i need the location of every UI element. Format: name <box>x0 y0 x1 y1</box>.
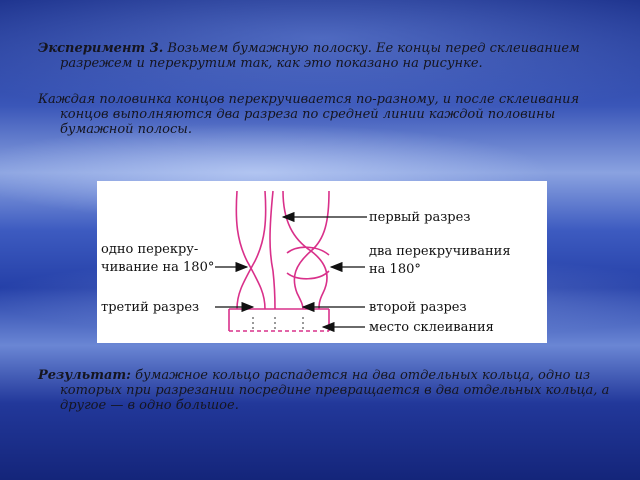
result-paragraph <box>38 368 630 413</box>
description-paragraph: Каждая половинка концов перекручивается по-разному, и после склеивания концов выполняются два разреза по средней линии каждой половины бумажной полосы. <box>38 92 580 137</box>
label-second-cut: второй разрез <box>369 300 467 315</box>
cut-guides <box>253 317 303 331</box>
label-two-twists-2: на 180° <box>369 262 421 277</box>
label-third-cut: третий разрез <box>101 300 200 315</box>
result-label: Результат: <box>38 368 131 383</box>
experiment-label: Эксперимент 3. <box>38 41 164 56</box>
result-text: бумажное кольцо распадется на два отдельных кольца, одно из которых при разрезании посредине превращается в два отдельных кольца, а другое — в одно большое. <box>60 368 610 413</box>
label-one-twist-1: одно перекру- <box>101 242 199 257</box>
experiment-paragraph <box>38 41 630 71</box>
label-one-twist-2: чивание на 180° <box>101 260 215 275</box>
label-glue-place: место склеивания <box>369 320 494 335</box>
experiment-text: Возьмем бумажную полоску. Ее концы перед склеиванием разрежем и перекрутим так, как это показано на рисунке. <box>60 41 580 71</box>
strip-outline <box>229 191 329 331</box>
label-first-cut: первый разрез <box>369 210 471 225</box>
paper-strip-figure <box>97 181 547 343</box>
strip-diagram <box>97 181 547 343</box>
label-two-twists-1: два перекручивания <box>369 244 511 259</box>
